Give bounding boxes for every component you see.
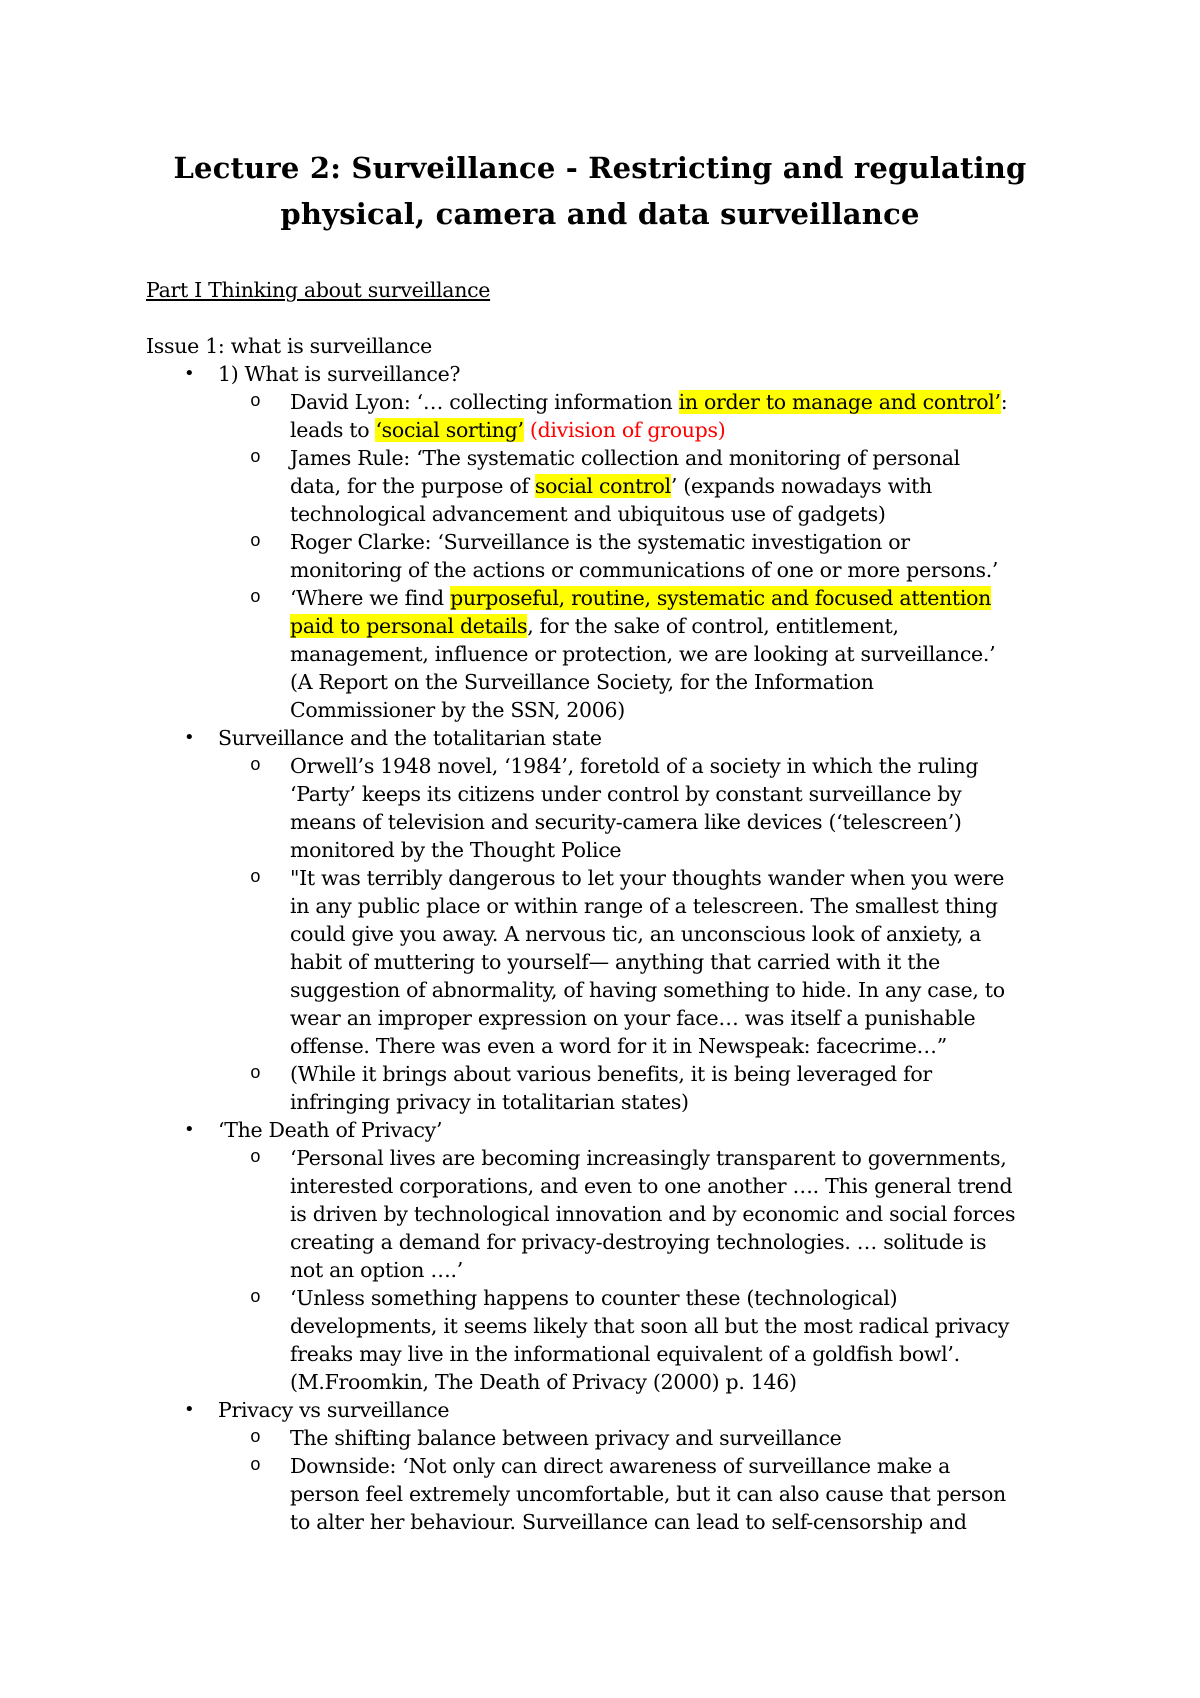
text-line: The shifting balance between privacy and surveillance <box>290 1426 842 1450</box>
sub-bullet-marker: o <box>250 1288 261 1308</box>
text-run: data, for the purpose of <box>290 474 535 498</box>
title-line-1: Lecture 2: Surveillance - Restricting and regulating <box>173 151 1027 185</box>
text-line: Commissioner by the SSN, 2006) <box>290 698 625 722</box>
sub-list <box>218 752 1076 1116</box>
sub-bullet-marker: o <box>250 1064 261 1084</box>
text-line: ‘Personal lives are becoming increasingly transparent to governments, <box>290 1146 1007 1170</box>
text-line <box>290 472 1076 500</box>
text-line: developments, it seems likely that soon all but the most radical privacy <box>290 1314 1010 1338</box>
text-run: leads to <box>290 418 376 442</box>
text-line <box>290 416 1076 444</box>
title-line-2: physical, camera and data surveillance <box>280 197 920 231</box>
document-title <box>100 145 1100 237</box>
text-line: is driven by technological innovation and by economic and social forces <box>290 1202 1016 1226</box>
bullet-label: 1) What is surveillance? <box>218 362 461 386</box>
text-line: Orwell’s 1948 novel, ‘1984’, foretold of a society in which the ruling <box>290 754 979 778</box>
text-line: wear an improper expression on your face… was itself a punishable <box>290 1006 976 1030</box>
text-line: offense. There was even a word for it in Newspeak: facecrime…” <box>290 1034 947 1058</box>
bullet-marker: • <box>184 1119 195 1140</box>
text-line: person feel extremely uncomfortable, but it can also cause that person <box>290 1482 1006 1506</box>
text-line <box>290 388 1076 416</box>
text-line: freaks may live in the informational equivalent of a goldfish bowl’. <box>290 1342 960 1366</box>
sub-item-orwell <box>218 752 1076 864</box>
text-line: could give you away. A nervous tic, an unconscious look of anxiety, a <box>290 922 982 946</box>
text-line: habit of muttering to yourself— anything that carried with it the <box>290 950 940 974</box>
text-line <box>290 612 1076 640</box>
bullet-label: Privacy vs surveillance <box>218 1398 450 1422</box>
sub-list <box>218 1144 1076 1396</box>
text-line: monitored by the Thought Police <box>290 838 622 862</box>
sub-item-david-lyon <box>218 388 1076 444</box>
text-line: (M.Froomkin, The Death of Privacy (2000) p. 146) <box>290 1370 797 1394</box>
bullet-marker: • <box>184 1399 195 1420</box>
text-line: suggestion of abnormality, of having something to hide. In any case, to <box>290 978 1005 1002</box>
text-line: James Rule: ‘The systematic collection and monitoring of personal <box>290 446 960 470</box>
text-line: not an option ….’ <box>290 1258 463 1282</box>
text-line: ‘Party’ keeps its citizens under control by constant surveillance by <box>290 782 962 806</box>
sub-list <box>218 1424 1076 1536</box>
text-run: ‘Where we find <box>290 586 451 610</box>
bullet-marker: • <box>184 363 195 384</box>
text-line: infringing privacy in totalitarian states) <box>290 1090 689 1114</box>
bullet-death-of-privacy <box>146 1116 1076 1396</box>
sub-item-goldfish-bowl <box>218 1284 1076 1396</box>
sub-bullet-marker: o <box>250 868 261 888</box>
bullet-marker: • <box>184 727 195 748</box>
text-line: "It was terribly dangerous to let your thoughts wander when you were <box>290 866 1005 890</box>
sub-bullet-marker: o <box>250 1148 261 1168</box>
sub-item-orwell-quote <box>218 864 1076 1060</box>
text-run: , for the sake of control, entitlement, <box>527 614 899 638</box>
sub-bullet-marker: o <box>250 756 261 776</box>
bullet-privacy-vs-surveillance <box>146 1396 1076 1536</box>
issue-heading: Issue 1: what is surveillance <box>146 334 433 358</box>
text-run: David Lyon: ‘… collecting information <box>290 390 679 414</box>
text-line: monitoring of the actions or communications of one or more persons.’ <box>290 558 999 582</box>
text-line: management, influence or protection, we are looking at surveillance.’ <box>290 642 996 666</box>
text-line: in any public place or within range of a telescreen. The smallest thing <box>290 894 998 918</box>
sub-bullet-marker: o <box>250 392 261 412</box>
text-run: ’ (expands nowadays with <box>670 474 932 498</box>
text-line: creating a demand for privacy-destroying technologies. … solitude is <box>290 1230 987 1254</box>
text-line: means of television and security-camera like devices (‘telescreen’) <box>290 810 962 834</box>
sub-item-downside <box>218 1452 1076 1536</box>
text-line: interested corporations, and even to one another …. This general trend <box>290 1174 1013 1198</box>
highlighted-text: social control <box>534 474 671 498</box>
bullet-label: Surveillance and the totalitarian state <box>218 726 602 750</box>
bullet-totalitarian-state <box>146 724 1076 1116</box>
text-line: ‘Unless something happens to counter these (technological) <box>290 1286 898 1310</box>
highlighted-text: paid to personal details <box>290 614 528 638</box>
sub-bullet-marker: o <box>250 448 261 468</box>
part-heading: Part I Thinking about surveillance <box>146 278 491 302</box>
text-line: technological advancement and ubiquitous use of gadgets) <box>290 502 886 526</box>
highlighted-text: purposeful, routine, systematic and focused attention <box>450 586 992 610</box>
sub-item-benefits-note <box>218 1060 1076 1116</box>
text-line: (A Report on the Surveillance Society, for the Information <box>290 670 874 694</box>
sub-list <box>218 388 1076 724</box>
text-line: to alter her behaviour. Surveillance can lead to self-censorship and <box>290 1510 967 1534</box>
text-line: Downside: ‘Not only can direct awareness of surveillance make a <box>290 1454 951 1478</box>
text-run: : <box>1000 390 1008 414</box>
text-line: (While it brings about various benefits, it is being leveraged for <box>290 1062 932 1086</box>
highlighted-text: ‘social sorting’ <box>375 418 524 442</box>
sub-bullet-marker: o <box>250 1456 261 1476</box>
bullet-what-is-surveillance <box>146 360 1076 724</box>
sub-item-james-rule <box>218 444 1076 528</box>
text-line: Roger Clarke: ‘Surveillance is the systematic investigation or <box>290 530 910 554</box>
highlighted-text: in order to manage and control’ <box>678 390 1001 414</box>
outline-list <box>146 360 1076 1536</box>
sub-item-ssn-report <box>218 584 1076 724</box>
sub-item-roger-clarke <box>218 528 1076 584</box>
sub-item-shifting-balance <box>218 1424 1076 1452</box>
red-text: (division of groups) <box>523 418 726 442</box>
sub-bullet-marker: o <box>250 532 261 552</box>
sub-item-personal-lives <box>218 1144 1076 1284</box>
sub-bullet-marker: o <box>250 1428 261 1448</box>
bullet-label: ‘The Death of Privacy’ <box>218 1118 443 1142</box>
sub-bullet-marker: o <box>250 588 261 608</box>
text-line <box>290 584 1076 612</box>
